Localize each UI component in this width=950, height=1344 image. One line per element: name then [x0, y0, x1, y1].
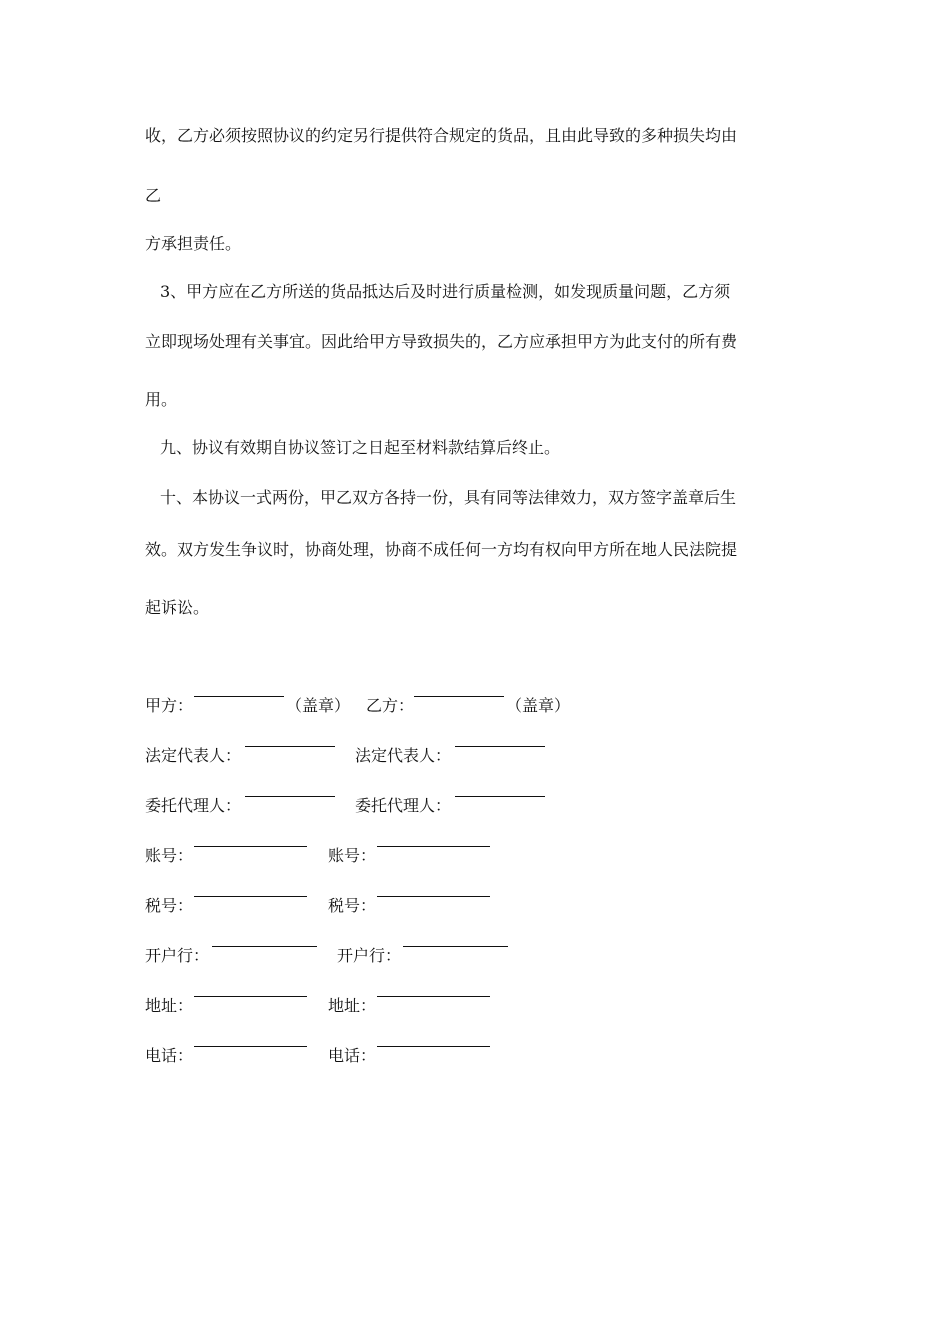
- clause-text-line: 效。双方发生争议时，协商处理，协商不成任何一方均有权向甲方所在地人民法院提: [145, 540, 738, 559]
- tax-a-label: 税号：: [145, 896, 194, 915]
- clause-text-line: 收，乙方必须按照协议的约定另行提供符合规定的货品，且由此导致的多种损失均由: [145, 126, 738, 145]
- bank-b-label: 开户行：: [337, 946, 402, 965]
- address-a-blank[interactable]: [194, 996, 307, 997]
- phone-a-label: 电话：: [145, 1046, 194, 1065]
- phone-a-blank[interactable]: [194, 1046, 307, 1047]
- party-a-seal-label: （盖章）: [286, 696, 351, 715]
- party-b-seal-label: （盖章）: [506, 696, 571, 715]
- bank-a-label: 开户行：: [145, 946, 210, 965]
- clause-10-text: 十、本协议一式两份，甲乙双方各持一份，具有同等法律效力，双方签字盖章后生: [160, 488, 737, 507]
- agent-a-blank[interactable]: [245, 796, 335, 797]
- account-b-label: 账号：: [328, 846, 377, 865]
- legal-rep-b-blank[interactable]: [455, 746, 545, 747]
- agent-b-label: 委托代理人：: [355, 796, 452, 815]
- legal-rep-a-label: 法定代表人：: [145, 746, 242, 765]
- agent-a-label: 委托代理人：: [145, 796, 242, 815]
- party-a-label: 甲方：: [145, 696, 194, 715]
- clause-3-text: 3、甲方应在乙方所送的货品抵达后及时进行质量检测，如发现质量问题，乙方须: [160, 282, 731, 301]
- legal-rep-a-blank[interactable]: [245, 746, 335, 747]
- tax-a-blank[interactable]: [194, 896, 307, 897]
- account-a-label: 账号：: [145, 846, 194, 865]
- party-b-label: 乙方：: [366, 696, 415, 715]
- party-b-signature-blank[interactable]: [414, 696, 504, 697]
- party-a-signature-blank[interactable]: [194, 696, 284, 697]
- clause-text-line: 立即现场处理有关事宜。因此给甲方导致损失的，乙方应承担甲方为此支付的所有费: [145, 332, 738, 351]
- bank-a-blank[interactable]: [212, 946, 317, 947]
- clause-text-line: 乙: [145, 186, 162, 205]
- account-a-blank[interactable]: [194, 846, 307, 847]
- tax-b-label: 税号：: [328, 896, 377, 915]
- bank-b-blank[interactable]: [403, 946, 508, 947]
- clause-text-line: 方承担责任。: [145, 234, 242, 253]
- address-a-label: 地址：: [145, 996, 194, 1015]
- account-b-blank[interactable]: [377, 846, 490, 847]
- clause-9-text: 九、协议有效期自协议签订之日起至材料款结算后终止。: [160, 438, 561, 457]
- tax-b-blank[interactable]: [377, 896, 490, 897]
- agent-b-blank[interactable]: [455, 796, 545, 797]
- legal-rep-b-label: 法定代表人：: [355, 746, 452, 765]
- clause-text-line: 用。: [145, 390, 178, 409]
- clause-text-line: 起诉讼。: [145, 598, 210, 617]
- phone-b-blank[interactable]: [377, 1046, 490, 1047]
- address-b-blank[interactable]: [377, 996, 490, 997]
- phone-b-label: 电话：: [328, 1046, 377, 1065]
- address-b-label: 地址：: [328, 996, 377, 1015]
